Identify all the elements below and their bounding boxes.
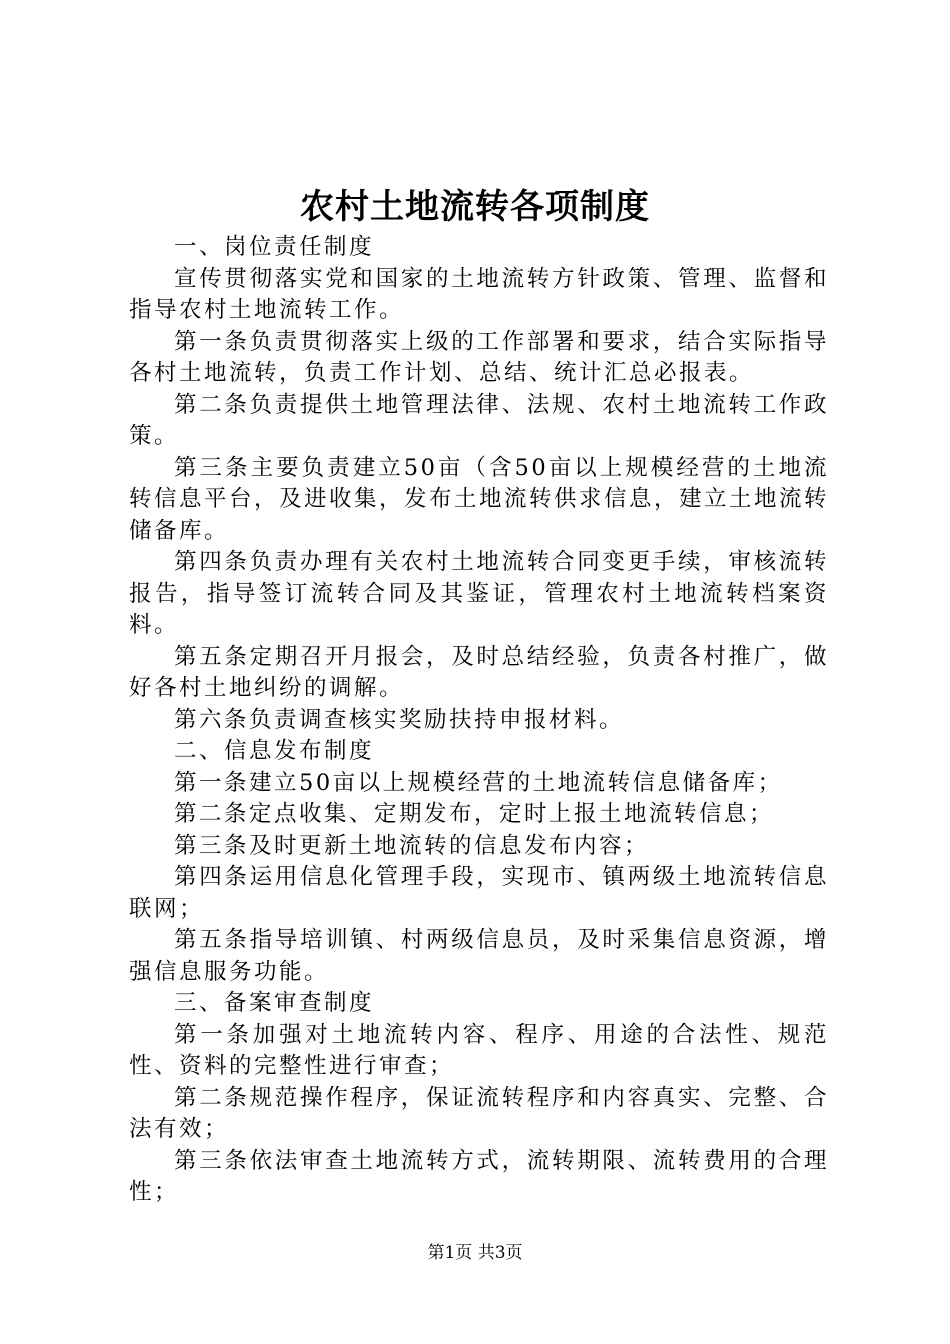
paragraph: 宣传贯彻落实党和国家的土地流转方针政策、管理、监督和指导农村土地流转工作。 xyxy=(129,265,829,323)
paragraph: 第五条定期召开月报会，及时总结经验，负责各村推广，做好各村土地纠纷的调解。 xyxy=(129,643,829,701)
section-heading: 一、岗位责任制度 xyxy=(174,234,375,260)
paragraph: 第六条负责调查核实奖励扶持申报材料。 xyxy=(174,706,625,733)
paragraph: 第三条及时更新土地流转的信息发布内容； xyxy=(174,832,650,859)
paragraph: 第四条运用信息化管理手段，实现市、镇两级土地流转信息联网； xyxy=(129,864,829,922)
paragraph: 第三条依法审查土地流转方式，流转期限、流转费用的合理性； xyxy=(129,1147,829,1205)
paragraph: 第五条指导培训镇、村两级信息员，及时采集信息资源，增强信息服务功能。 xyxy=(129,927,829,985)
paragraph: 第一条建立50亩以上规模经营的土地流转信息储备库； xyxy=(174,769,783,796)
paragraph: 第四条负责办理有关农村土地流转合同变更手续，审核流转报告，指导签订流转合同及其鉴证，管理农村土地流转档案资料。 xyxy=(129,549,829,638)
paragraph: 第二条规范操作程序，保证流转程序和内容真实、完整、合法有效； xyxy=(129,1084,829,1142)
paragraph: 第一条加强对土地流转内容、程序、用途的合法性、规范性、资料的完整性进行审查； xyxy=(129,1021,829,1079)
paragraph: 第一条负责贯彻落实上级的工作部署和要求，结合实际指导各村土地流转，负责工作计划、总结、统计汇总必报表。 xyxy=(129,328,829,386)
document-title: 农村土地流转各项制度 xyxy=(300,187,650,227)
page-number: 第1页 共3页 xyxy=(427,1243,523,1263)
section-heading: 二、信息发布制度 xyxy=(174,738,375,764)
paragraph: 第二条定点收集、定期发布，定时上报土地流转信息； xyxy=(174,801,775,827)
paragraph: 第三条主要负责建立50亩（含50亩以上规模经营的土地流转信息平台，及进收集，发布土地流转供求信息，建立土地流转储备库。 xyxy=(129,454,830,544)
paragraph: 第二条负责提供土地管理法律、法规、农村土地流转工作政策。 xyxy=(129,391,829,449)
section-heading: 三、备案审查制度 xyxy=(174,990,375,1016)
document-body xyxy=(129,232,829,1209)
